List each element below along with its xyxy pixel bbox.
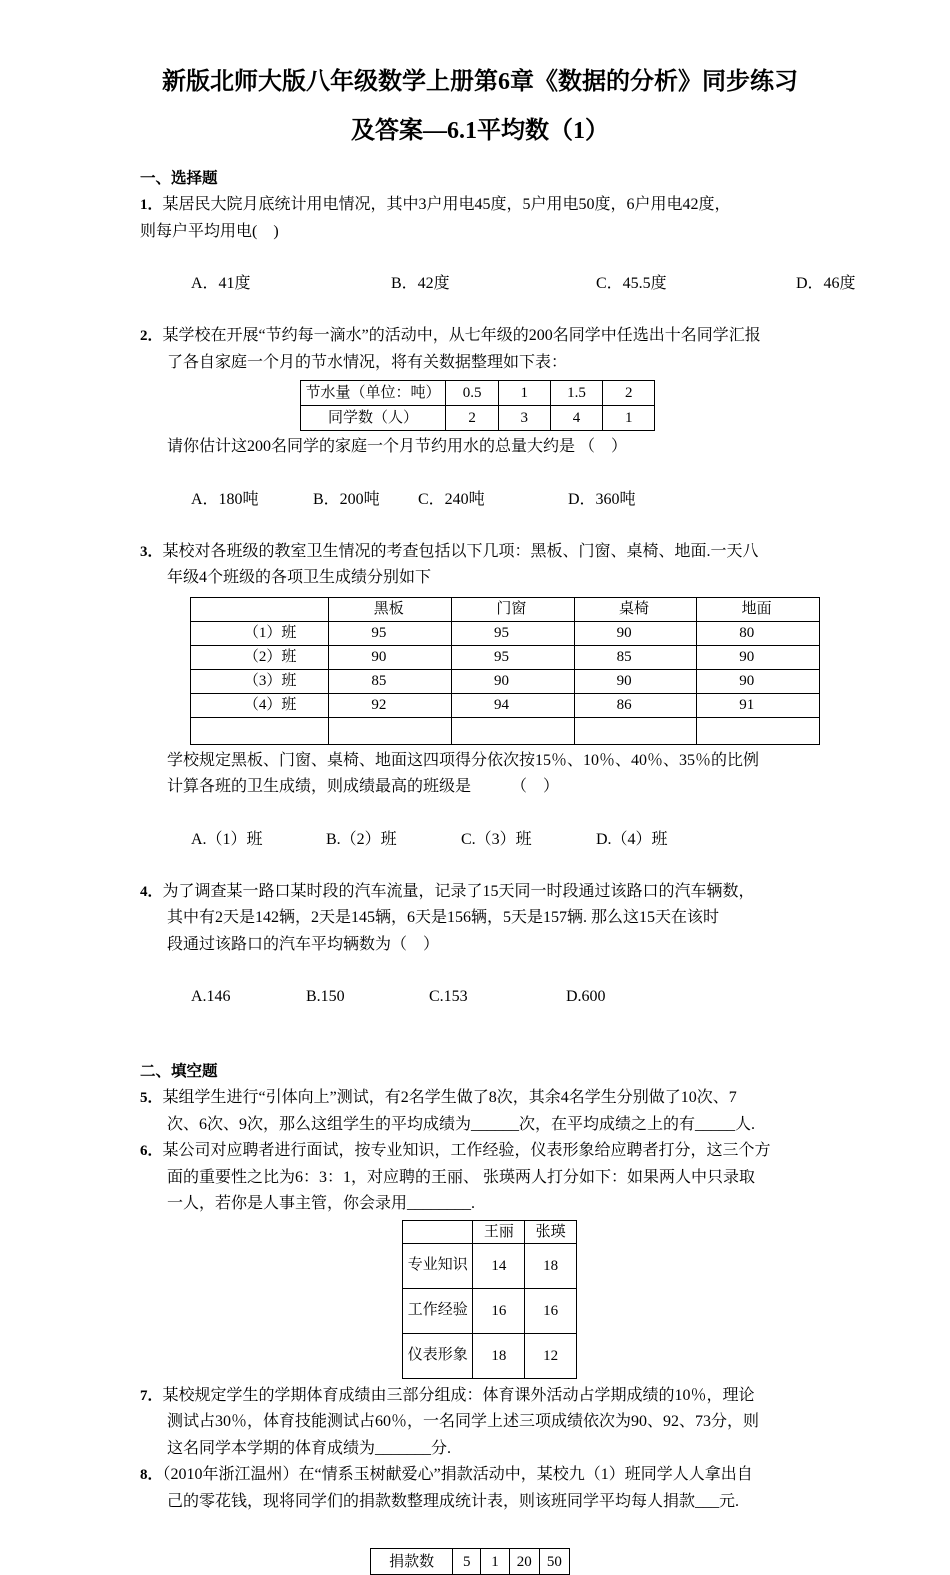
q3-empty-4 [697,717,820,744]
question-3-option-c: C.（3）班 [461,830,532,848]
q6-row-2-value-1: 12 [525,1333,577,1378]
question-4-option-d: D.600 [566,988,606,1005]
question-3-options [140,801,820,879]
question-3-option-a: A.（1）班 [191,830,263,848]
table-row [191,693,820,717]
question-3-line-3: 学校规定黑板、门窗、桌椅、地面这四项得分依次按15％、10％、40％、35％的比例 [167,751,760,769]
q6-row-2-value-0: 18 [473,1333,525,1378]
question-8-number: 8． [140,1467,163,1483]
q3-row-0-label: （1）班 [191,621,329,645]
q8-row1-label: 捐款数 [371,1549,453,1575]
question-4 [140,879,820,1037]
title-line-1: 新版北师大版八年级数学上册第6章《数据的分析》同步练习 [162,69,798,95]
question-2-option-d: D．360吨 [568,490,636,508]
q3-row-1-label: （2）班 [191,645,329,669]
q6-header-2: 张瑛 [525,1220,577,1243]
q2-row1-value-2: 1.5 [550,381,603,406]
q3-header-1: 黑板 [329,597,452,621]
question-3-option-b: B.（2）班 [326,830,397,848]
q3-header-3: 桌椅 [574,597,697,621]
q6-header-0 [403,1220,473,1243]
question-2-number: 2． [140,328,163,344]
q6-row-2-label: 仪表形象 [403,1333,473,1378]
question-2-options [140,461,820,539]
q2-row1-label: 节水量（单位：吨） [301,381,446,406]
q6-header-1: 王丽 [473,1220,525,1243]
table-row-empty [191,717,820,744]
question-4-line-3: 段通过该路口的汽车平均辆数为（ ） [167,935,440,953]
question-4-option-b: B.150 [306,988,345,1005]
question-8-table [370,1548,570,1575]
q3-row-0-value-2: 90 [574,621,697,645]
question-5 [140,1085,820,1138]
q2-row2-value-0: 2 [446,406,499,431]
question-2-line-2: 了各自家庭一个月的节水情况，将有关数据整理如下表： [167,353,568,371]
question-2-option-a: A．180吨 [191,490,259,508]
question-1-option-b: B．42度 [391,275,450,292]
q2-row2-value-3: 1 [603,406,655,431]
question-7-line-2: 测试占30％，体育技能测试占60％，一名同学上述三项成绩依次为90、92、73分，则 [167,1413,760,1430]
q3-row-1-value-3: 90 [697,645,820,669]
q3-row-3-value-2: 86 [574,693,697,717]
question-3-table [190,597,820,745]
question-1 [140,192,856,323]
q3-row-1-value-0: 90 [329,645,452,669]
section-heading-fill: 二、填空题 [140,1063,218,1080]
question-1-number: 1． [140,197,163,213]
q3-row-3-value-0: 92 [329,693,452,717]
question-3-option-d: D.（4）班 [596,830,668,848]
title-line-2: 及答案—6.1平均数（1） [351,118,609,144]
question-7-line-3: 这名同学本学期的体育成绩为_______分. [167,1439,452,1457]
q2-row1-value-1: 1 [499,381,550,406]
q3-row-0-value-1: 95 [452,621,575,645]
question-2-option-c: C．240吨 [418,490,485,508]
q6-row-1-value-1: 16 [525,1288,577,1333]
question-8 [140,1462,820,1575]
q3-row-0-value-3: 80 [697,621,820,645]
question-5-number: 5． [140,1090,163,1106]
question-1-line-1: 某居民大院月底统计用电情况，其中3户用电45度，5户用电50度，6户用电42度， [162,196,731,213]
q8-row1-value-1: 1 [481,1549,509,1575]
question-6-number: 6． [140,1143,163,1159]
table-row [403,1243,577,1288]
q6-row-0-value-0: 14 [473,1243,525,1288]
q3-row-3-value-3: 91 [697,693,820,717]
question-4-line-1: 为了调查某一路口某时段的汽车流量，记录了15天同一时段通过该路口的汽车辆数， [162,882,755,900]
q3-row-1-value-2: 85 [574,645,697,669]
question-1-option-d: D．46度 [796,275,856,292]
q2-row1-value-3: 2 [603,381,655,406]
question-8-line-2: 己的零花钱，现将同学们的捐款数整理成统计表，则该班同学平均每人捐款___元. [167,1492,740,1510]
q6-row-0-value-1: 18 [525,1243,577,1288]
question-6-line-2: 面的重要性之比为6：3：1，对应聘的王丽、 张瑛两人打分如下：如果两人中只录取 [167,1168,756,1186]
q3-row-0-value-0: 95 [329,621,452,645]
question-6-line-1: 某公司对应聘者进行面试，按专业知识，工作经验，仪表形象给应聘者打分，这三个方 [162,1142,771,1159]
table-row [371,1549,570,1575]
q3-header-4: 地面 [697,597,820,621]
q8-row1-value-2: 20 [509,1549,539,1575]
question-4-line-2: 其中有2天是142辆，2天是145辆，6天是156辆，5天是157辆. 那么这15天在该时 [167,909,720,926]
question-4-option-c: C.153 [429,988,468,1005]
q6-row-1-label: 工作经验 [403,1288,473,1333]
q3-empty-3 [574,717,697,744]
q3-header-2: 门窗 [452,597,575,621]
question-6-line-3: 一人，若你是人事主管，你会录用________. [167,1195,476,1212]
question-1-options [140,245,856,323]
table-row [301,381,655,406]
q2-row2-value-1: 3 [499,406,550,431]
q3-row-3-label: （4）班 [191,693,329,717]
question-3-line-1: 某校对各班级的教室卫生情况的考查包括以下几项：黑板、门窗、桌椅、地面.一天八 [162,542,759,560]
q3-empty-1 [329,717,452,744]
table-header-row [403,1220,577,1243]
question-3 [140,539,820,879]
q8-row1-value-0: 5 [453,1549,481,1575]
table-row [191,669,820,693]
question-3-number: 3． [140,543,163,560]
q2-row2-value-2: 4 [550,406,603,431]
q3-row-3-value-1: 94 [452,693,575,717]
table-row [191,645,820,669]
question-3-line-2: 年级4个班级的各项卫生成绩分别如下 [167,569,432,586]
q3-row-2-value-0: 85 [329,669,452,693]
question-7-line-1: 某校规定学生的学期体育成绩由三部分组成：体育课外活动占学期成绩的10％，理论 [162,1386,755,1404]
section-heading-choice: 一、选择题 [140,170,218,187]
question-2 [140,323,820,539]
q2-row1-value-0: 0.5 [446,381,499,406]
question-6 [140,1138,820,1379]
question-2-option-b: B．200吨 [313,490,380,508]
page-title [140,62,820,151]
q3-header-0 [191,597,329,621]
question-4-option-a: A.146 [191,988,231,1005]
table-row [191,621,820,645]
question-8-line-1: （2010年浙江温州）在“情系玉树献爱心”捐款活动中，某校九（1）班同学人人拿出自 [162,1466,753,1483]
q8-row1-value-3: 50 [539,1549,569,1575]
question-2-table [300,380,655,431]
question-2-line-3: 请你估计这200名同学的家庭一个月节约用水的总量大约是 （ ） [167,438,628,455]
q6-row-0-label: 专业知识 [403,1243,473,1288]
question-1-option-c: C．45.5度 [596,275,667,292]
question-4-number: 4． [140,883,163,900]
question-2-line-1: 某学校在开展“节约每一滴水”的活动中，从七年级的200名同学中任选出十名同学汇报 [162,327,761,344]
q6-row-1-value-0: 16 [473,1288,525,1333]
table-header-row [191,597,820,621]
question-6-table [402,1220,577,1379]
question-1-option-a: A．41度 [191,275,251,292]
question-1-line-2: 则每户平均用电( ) [140,222,279,240]
q3-row-1-value-1: 95 [452,645,575,669]
table-row [301,406,655,431]
q3-row-2-value-1: 90 [452,669,575,693]
question-7-number: 7． [140,1387,163,1404]
question-7 [140,1383,820,1463]
question-4-options [140,958,820,1036]
q3-row-2-value-3: 90 [697,669,820,693]
q3-row-2-value-2: 90 [574,669,697,693]
table-row [403,1288,577,1333]
table-row [403,1333,577,1378]
question-5-line-1: 某组学生进行“引体向上”测试，有2名学生做了8次，其余4名学生分别做了10次、7 [162,1089,737,1106]
question-3-line-4: 计算各班的卫生成绩，则成绩最高的班级是 （ ） [167,778,560,795]
question-5-line-2: 次、6次、9次，那么这组学生的平均成绩为______次，在平均成绩之上的有_____人. [167,1115,756,1133]
q3-row-2-label: （3）班 [191,669,329,693]
q2-row2-label: 同学数（人） [301,406,446,431]
q3-empty-0 [191,717,329,744]
q3-empty-2 [452,717,575,744]
